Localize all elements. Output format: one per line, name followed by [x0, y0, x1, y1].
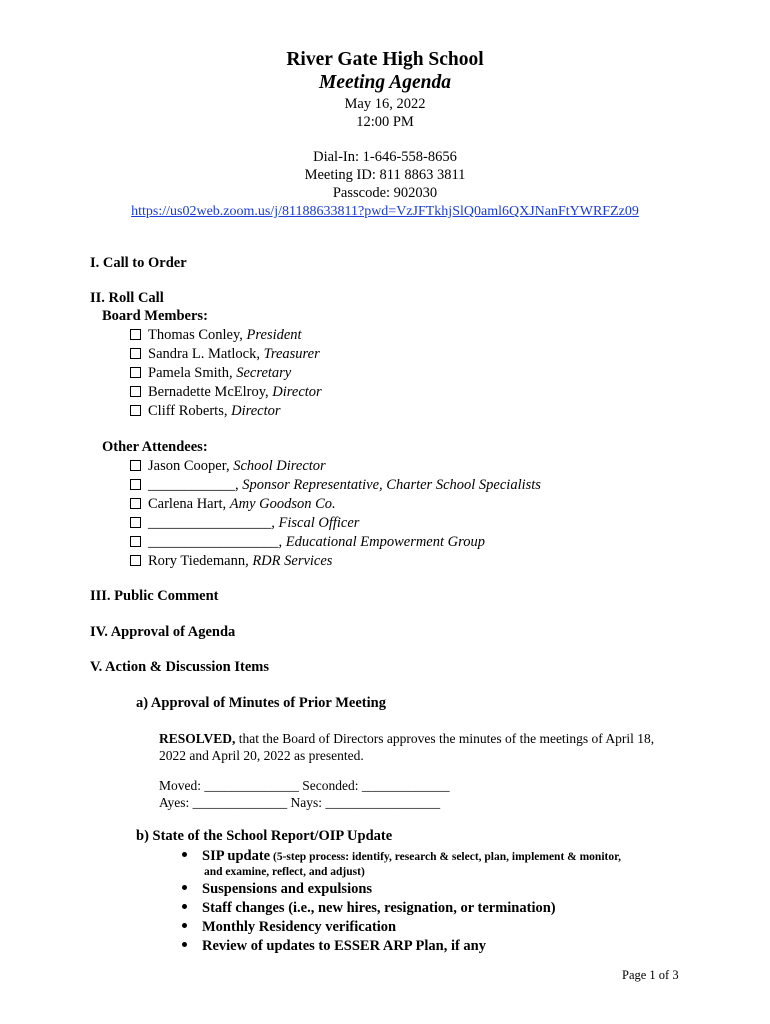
checkbox[interactable] — [130, 536, 141, 547]
checkbox[interactable] — [130, 555, 141, 566]
checkbox[interactable] — [130, 479, 141, 490]
section-public-comment: III. Public Comment — [90, 588, 219, 604]
list-item: Suspensions and expulsions — [182, 881, 372, 898]
list-item: Staff changes (i.e., new hires, resignation, or termination) — [182, 900, 556, 917]
section-call-to-order: I. Call to Order — [90, 255, 187, 271]
attendee-row: Cliff Roberts, Director — [130, 403, 281, 420]
ayes-nays-line: Ayes: ______________ Nays: _________________ — [159, 795, 441, 810]
list-item: SIP update (5-step process: identify, research & select, plan, implement & monitor, — [182, 848, 621, 865]
bullet-icon — [182, 923, 187, 928]
page-number: Page 1 of 3 — [622, 968, 679, 982]
item-b-title: b) State of the School Report/OIP Update — [136, 828, 393, 844]
dial-in: Dial-In: 1-646-558-8656 — [313, 149, 457, 165]
attendee-row: Carlena Hart, Amy Goodson Co. — [130, 496, 336, 513]
meeting-id: Meeting ID: 811 8863 3811 — [304, 167, 466, 183]
school-name: River Gate High School — [286, 49, 484, 70]
meeting-date: May 16, 2022 — [344, 96, 426, 112]
other-attendees-heading: Other Attendees: — [102, 439, 208, 455]
document-title: Meeting Agenda — [319, 72, 451, 93]
attendee-row: Sandra L. Matlock, Treasurer — [130, 346, 320, 363]
checkbox[interactable] — [130, 517, 141, 528]
section-action-discussion: V. Action & Discussion Items — [90, 659, 269, 675]
passcode: Passcode: 902030 — [332, 185, 438, 201]
sip-detail-continuation: and examine, reflect, and adjust) — [204, 866, 365, 878]
attendee-row: ____________, Sponsor Representative, Charter School Specialists — [130, 477, 541, 494]
attendee-row: Rory Tiedemann, RDR Services — [130, 553, 332, 570]
attendee-row: Jason Cooper, School Director — [130, 458, 326, 475]
moved-seconded-line: Moved: ______________ Seconded: _____________ — [159, 778, 450, 793]
list-item: Monthly Residency verification — [182, 919, 396, 936]
checkbox[interactable] — [130, 367, 141, 378]
checkbox[interactable] — [130, 460, 141, 471]
item-a-title: a) Approval of Minutes of Prior Meeting — [136, 695, 386, 711]
checkbox[interactable] — [130, 498, 141, 509]
meeting-time: 12:00 PM — [356, 114, 414, 130]
section-approval-of-agenda: IV. Approval of Agenda — [90, 624, 236, 640]
attendee-row: __________________, Educational Empowerment Group — [130, 534, 485, 551]
list-item: Review of updates to ESSER ARP Plan, if any — [182, 938, 486, 955]
board-members-heading: Board Members: — [102, 308, 208, 324]
bullet-icon — [182, 852, 187, 857]
attendee-row: Thomas Conley, President — [130, 327, 302, 344]
attendee-row: _________________, Fiscal Officer — [130, 515, 359, 532]
zoom-link[interactable]: https://us02web.zoom.us/j/81188633811?pwd=VzJFTkhjSlQ0aml6QXJNanFtYWRFZz09 — [131, 204, 639, 219]
checkbox[interactable] — [130, 329, 141, 340]
bullet-icon — [182, 942, 187, 947]
section-roll-call: II. Roll Call — [90, 290, 164, 306]
checkbox[interactable] — [130, 348, 141, 359]
attendee-row: Pamela Smith, Secretary — [130, 365, 291, 382]
resolution-line-1: RESOLVED, that the Board of Directors approves the minutes of the meetings of April 18, — [159, 731, 655, 746]
bullet-icon — [182, 885, 187, 890]
resolution-line-2: 2022 and April 20, 2022 as presented. — [159, 748, 364, 763]
attendee-row: Bernadette McElroy, Director — [130, 384, 322, 401]
bullet-icon — [182, 904, 187, 909]
checkbox[interactable] — [130, 405, 141, 416]
checkbox[interactable] — [130, 386, 141, 397]
